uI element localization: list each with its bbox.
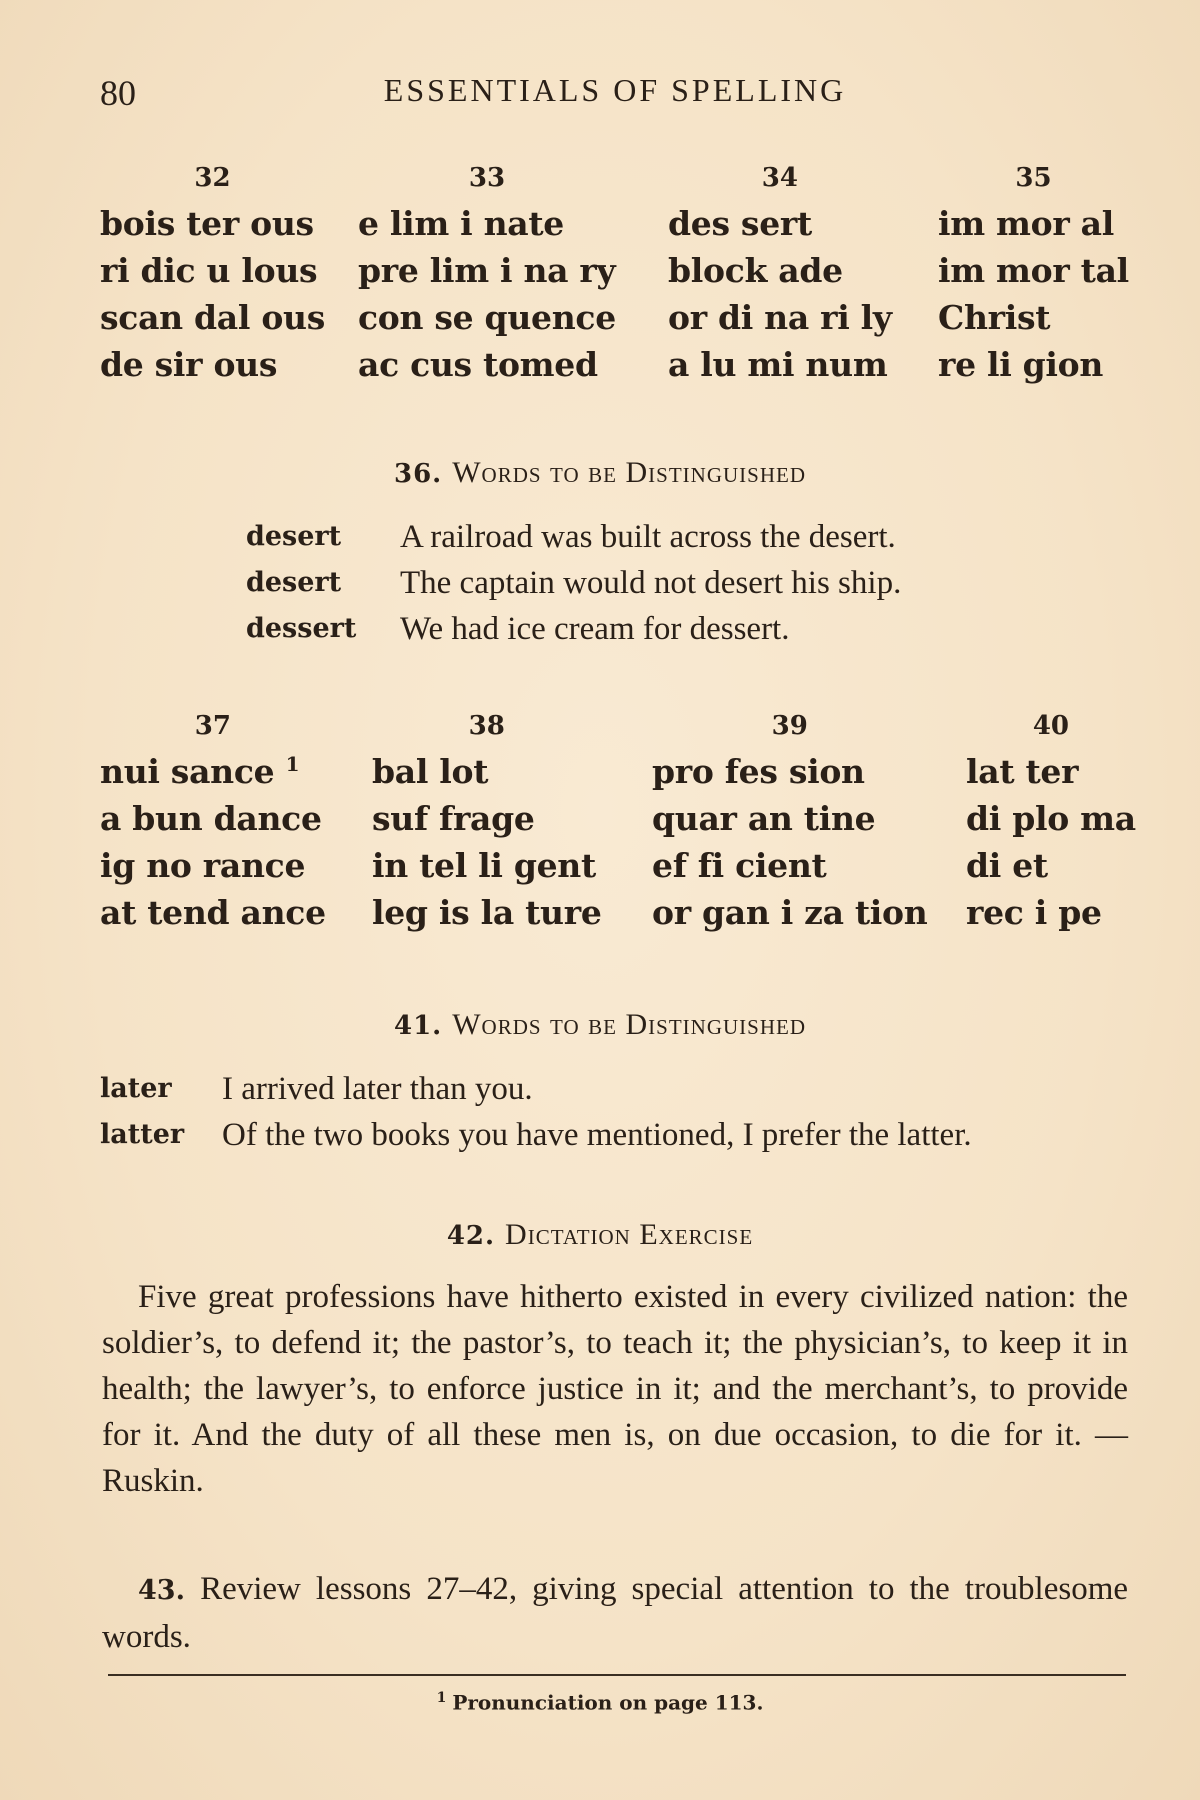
spelling-word: pre lim i na ry <box>358 251 616 290</box>
lesson-number: 40 <box>1032 711 1069 741</box>
book-title: ESSENTIALS OF SPELLING <box>383 72 847 108</box>
spelling-word: suf frage <box>372 799 535 838</box>
section-number: 41. <box>393 1011 443 1041</box>
spelling-word: ef fi cient <box>652 846 827 885</box>
example-sentence: A railroad was built across the desert. <box>400 519 896 555</box>
spelling-word: quar an tine <box>652 799 876 838</box>
dictation-paragraph <box>102 1274 1128 1504</box>
review-paragraph <box>102 1566 1128 1660</box>
spelling-word: block ade <box>668 251 843 290</box>
section-title: Words to be Distinguished <box>452 1008 806 1041</box>
definition-row <box>100 1066 972 1112</box>
section-heading-41 <box>0 1008 1200 1042</box>
spelling-word: pro fes sion <box>652 752 865 791</box>
section-title: Words to be Distinguished <box>452 456 806 489</box>
spelling-word: in tel li gent <box>372 846 596 885</box>
defined-word: desert <box>246 567 342 598</box>
section-number: 43. <box>138 1575 185 1606</box>
lesson-number: 34 <box>761 163 798 193</box>
defined-word: dessert <box>246 613 357 644</box>
defined-word: later <box>100 1073 172 1104</box>
spelling-word: di plo ma <box>966 799 1136 838</box>
section-heading-36 <box>0 456 1200 490</box>
lesson-column-38 <box>372 704 602 936</box>
spelling-word: con se quence <box>358 298 616 337</box>
spelling-word: a lu mi num <box>668 345 888 384</box>
lesson-number: 35 <box>1015 163 1052 193</box>
spelling-word: a bun dance <box>100 799 322 838</box>
spelling-word: e lim i nate <box>358 204 565 243</box>
lesson-column-37 <box>100 704 326 936</box>
lesson-column-35 <box>938 156 1129 388</box>
lesson-column-33 <box>358 156 616 388</box>
spelling-word: at tend ance <box>100 893 326 932</box>
spelling-word: ri dic u lous <box>100 251 318 290</box>
definition-row <box>100 1112 972 1158</box>
lesson-column-32 <box>100 156 325 388</box>
word-definitions-41 <box>100 1066 972 1158</box>
spelling-word: re li gion <box>938 345 1104 384</box>
footnote-marker: 1 <box>285 752 300 776</box>
lesson-column-40 <box>966 704 1136 936</box>
spelling-word: leg is la ture <box>372 893 602 932</box>
lesson-number: 39 <box>771 711 808 741</box>
spelling-word: de sir ous <box>100 345 278 384</box>
spelling-word: Christ <box>938 298 1051 337</box>
example-sentence: I arrived later than you. <box>222 1071 533 1107</box>
example-sentence: Of the two books you have mentioned, I prefer the latter. <box>222 1117 972 1153</box>
page-number: 80 <box>100 73 136 113</box>
dictation-text: Five great professions have hitherto existed in every civilized nation: the soldier’s, to defend it; the pastor’s, to teach it; the physician’s, to keep it in health; the lawyer’s, to enforce justice in it; and the merchant’s, to provide for it. And the duty of all these men is, on due occasion, to die for it. — Ruskin. <box>102 1279 1128 1499</box>
footnote <box>0 1690 1200 1715</box>
lesson-number: 37 <box>194 711 231 741</box>
section-title: Dictation Exercise <box>505 1218 754 1251</box>
section-number: 42. <box>446 1221 496 1251</box>
spelling-word: nui sance <box>100 752 275 791</box>
definition-row <box>246 560 901 606</box>
lesson-number: 38 <box>468 711 505 741</box>
lesson-number: 32 <box>194 163 231 193</box>
example-sentence: We had ice cream for dessert. <box>400 611 790 647</box>
footnote-divider <box>108 1674 1126 1676</box>
running-head <box>100 72 1130 116</box>
spelling-word-row <box>100 748 326 795</box>
section-number: 36. <box>393 459 443 489</box>
spelling-word: di et <box>966 846 1048 885</box>
footnote-number: 1 <box>436 1690 447 1706</box>
spelling-word: ig no rance <box>100 846 306 885</box>
example-sentence: The captain would not desert his ship. <box>400 565 902 601</box>
defined-word: latter <box>100 1119 185 1150</box>
spelling-word: bal lot <box>372 752 489 791</box>
spelling-word: im mor tal <box>938 251 1129 290</box>
spelling-word: bois ter ous <box>100 204 314 243</box>
spelling-word: scan dal ous <box>100 298 325 337</box>
spelling-word: lat ter <box>966 752 1079 791</box>
footnote-text: Pronunciation on page 113. <box>452 1690 764 1715</box>
spelling-word: or di na ri ly <box>668 298 892 337</box>
word-definitions-36 <box>246 514 901 652</box>
review-text: Review lessons 27–42, giving special attention to the troublesome words. <box>102 1571 1129 1655</box>
spelling-word: des sert <box>668 204 812 243</box>
section-heading-42 <box>0 1218 1200 1252</box>
definition-row <box>246 514 901 560</box>
lesson-column-34 <box>668 156 892 388</box>
spelling-word: ac cus tomed <box>358 345 598 384</box>
spelling-word: im mor al <box>938 204 1114 243</box>
defined-word: desert <box>246 521 342 552</box>
definition-row <box>246 606 901 652</box>
lesson-number: 33 <box>468 163 506 193</box>
spelling-word: rec i pe <box>966 893 1102 932</box>
spelling-word: or gan i za tion <box>652 893 928 932</box>
lesson-column-39 <box>652 704 927 936</box>
